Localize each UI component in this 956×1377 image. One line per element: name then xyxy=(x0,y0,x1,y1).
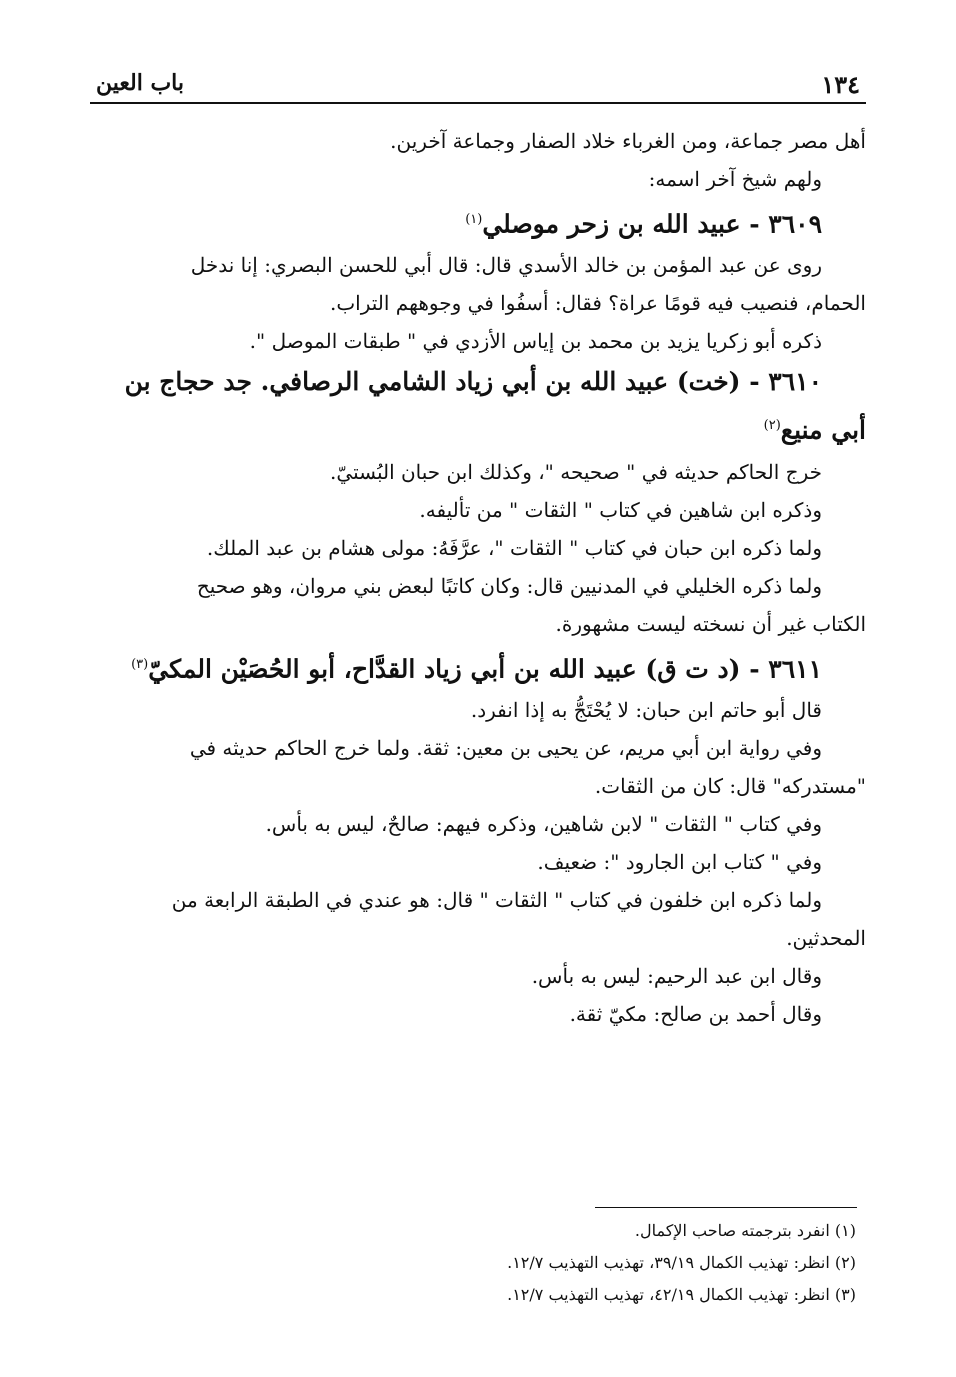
main-text xyxy=(90,122,866,1033)
entry-title: ٣٦٠٩ - عبيد الله بن زحر موصلي xyxy=(482,209,822,239)
paragraph-line: قال أبو حاتم ابن حبان: لا يُحْتَجُّ به إذا انفرد. xyxy=(470,697,822,722)
paragraph-line: وقال ابن عبد الرحيم: ليس به بأس. xyxy=(531,963,822,988)
paragraph-line: خرج الحاكم حديثه في " صحيحه "، وكذلك ابن حبان البُستيّ. xyxy=(330,459,822,484)
entry-heading-3609 xyxy=(90,198,866,246)
paragraph-line: الحمام، فنصيب فيه قومًا عراة؟ فقال: أسفُوا في وجوههم التراب. xyxy=(329,291,866,316)
paragraph-line: ولما ذكره ابن حبان في كتاب " الثقات "، عرَّفَهُ: مولى هشام بن عبد الملك. xyxy=(206,535,822,560)
paragraph-line: "مستدركه" قال: كان من الثقات. xyxy=(594,773,866,798)
paragraph-line: روى عن عبد المؤمن بن خالد الأسدي قال: قال أبي للحسن البصري: إنا ندخل xyxy=(190,253,822,278)
entry-heading-3610-cont xyxy=(90,404,866,452)
paragraph-line: وفي كتاب " الثقات " لابن شاهين، وذكره فيهم: صالحٌ، ليس به بأس. xyxy=(265,811,822,836)
footnote-divider xyxy=(595,1207,857,1208)
footnotes xyxy=(90,1215,856,1311)
footnote: (١) انفرد بترجمته صاحب الإكمال. xyxy=(634,1221,856,1240)
paragraph-line: ولما ذكره ابن خلفون في كتاب " الثقات " قال: هو عندي في الطبقة الرابعة من xyxy=(171,887,822,912)
footnote-ref: (٣) xyxy=(131,656,149,672)
paragraph-line: وفي رواية ابن أبي مريم، عن يحيى بن معين: ثقة. ولما خرج الحاكم حديثه في xyxy=(189,735,822,760)
paragraph-line: ولما ذكره الخليلي في المدنيين قال: وكان كاتبًا لبعض بني مروان، وهو صحيح xyxy=(196,573,822,598)
paragraph-line: وفي " كتاب ابن الجارود ": ضعيف. xyxy=(537,849,822,874)
page-header xyxy=(90,62,866,104)
paragraph-line: وقال أحمد بن صالح: مكيّ ثقة. xyxy=(569,1001,822,1026)
paragraph-line: أهل مصر جماعة، ومن الغرباء خلاد الصفار وجماعة آخرين. xyxy=(390,129,866,153)
footnote: (٣) انظر: تهذيب الكمال ٤٢/١٩، تهذيب التهذيب ١٢/٧. xyxy=(507,1285,856,1304)
paragraph-line: وذكره ابن شاهين في كتاب " الثقات " من تأليفه. xyxy=(419,497,822,522)
footnote-ref: (٢) xyxy=(763,418,781,434)
entry-heading-3610: ٣٦١٠ - (خت) عبيد الله بن أبي زياد الشامي الرصافي. جد حجاج بن xyxy=(124,367,822,397)
page-number: ١٣٤ xyxy=(821,70,860,99)
entry-heading-3611 xyxy=(90,643,866,691)
paragraph-line: الكتاب غير أن نسخته ليست مشهورة. xyxy=(555,611,866,636)
entry-title-cont: أبي منيع xyxy=(780,415,866,445)
paragraph-line: ذكره أبو زكريا يزيد بن محمد بن إياس الأزدي في " طبقات الموصل ". xyxy=(249,329,822,354)
footnote: (٢) انظر: تهذيب الكمال ٣٩/١٩، تهذيب التهذيب ١٢/٧. xyxy=(507,1253,856,1272)
paragraph-line: المحدثين. xyxy=(786,925,866,950)
chapter-title: باب العين xyxy=(96,70,185,96)
entry-title: ٣٦١١ - (د ت ق) عبيد الله بن أبي زياد القدَّاح، أبو الحُصَيْن المكيّ xyxy=(148,653,822,683)
footnote-ref: (١) xyxy=(465,212,483,227)
paragraph-line: ولهم شيخ آخر اسمه: xyxy=(648,167,822,191)
